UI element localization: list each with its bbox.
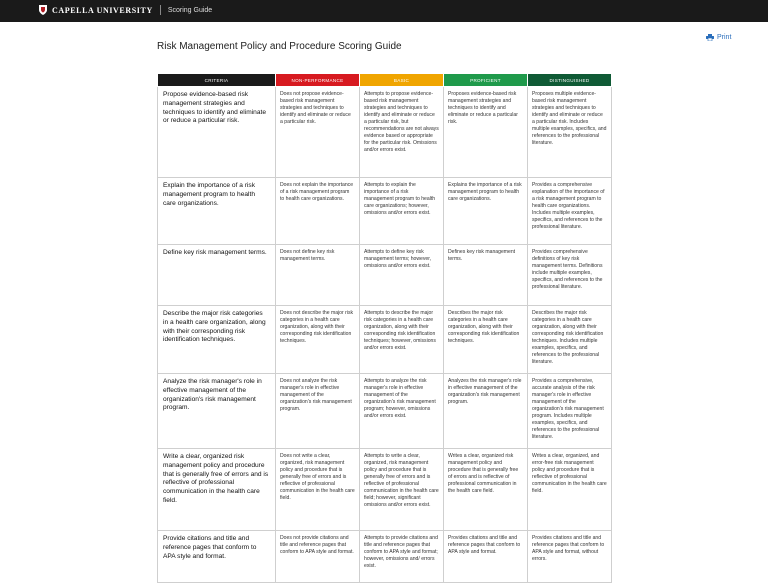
- table-row: [158, 245, 612, 306]
- university-logo[interactable]: [38, 4, 212, 16]
- header-divider: [160, 5, 161, 15]
- print-label: Print: [717, 34, 732, 41]
- criteria-cell: Analyze the risk manager's role in effective management of the organization's risk management program.: [158, 374, 276, 449]
- non-performance-cell: Does not describe the major risk categories in a health care organization, along with their corresponding risk identification techniques.: [276, 306, 360, 374]
- column-header-basic: BASIC: [360, 74, 444, 87]
- print-button[interactable]: [706, 34, 731, 41]
- distinguished-cell: Writes a clear, organized, and error-free risk management policy and procedure that is reflective of professional communication in the health care field.: [528, 449, 612, 531]
- non-performance-cell: Does not explain the importance of a risk management program to health care organizations.: [276, 178, 360, 245]
- non-performance-cell: Does not propose evidence-based risk management strategies and techniques to identify and eliminate or reduce a particular risk.: [276, 87, 360, 178]
- shield-icon: [38, 4, 48, 16]
- distinguished-cell: Provides a comprehensive, accurate analysis of the risk manager's role in effective management of the organization's risk management program. Includes multiple examples, specifics, and references to the professional literature.: [528, 374, 612, 449]
- column-header-non-performance: NON-PERFORMANCE: [276, 74, 360, 87]
- proficient-cell: Proposes evidence-based risk management strategies and techniques to identify and eliminate or reduce a particular risk.: [444, 87, 528, 178]
- distinguished-cell: Provides a comprehensive explanation of the importance of a risk management program to health care organizations. Includes multiple examples, specifics, and references to the professional literature.: [528, 178, 612, 245]
- proficient-cell: Provides citations and title and reference pages that conform to APA style and format.: [444, 531, 528, 583]
- table-row: [158, 449, 612, 531]
- criteria-cell: Explain the importance of a risk management program to health care organizations.: [158, 178, 276, 245]
- brand-name: CAPELLA UNIVERSITY: [52, 5, 153, 15]
- proficient-cell: Writes a clear, organized risk management policy and procedure that is generally free of errors and is reflective of professional communication in the health care field.: [444, 449, 528, 531]
- proficient-cell: Defines key risk management terms.: [444, 245, 528, 306]
- basic-cell: Attempts to explain the importance of a risk management program to health care organizations; however, omissions and/or errors exist.: [360, 178, 444, 245]
- column-header-distinguished: DISTINGUISHED: [528, 74, 612, 87]
- distinguished-cell: Proposes multiple evidence-based risk management strategies and techniques to identify and eliminate or reduce a particular risk. Includes multiple examples, specifics, and references to the professional literature.: [528, 87, 612, 178]
- table-row: [158, 531, 612, 583]
- criteria-cell: Describe the major risk categories in a health care organization, along with their corresponding risk identification techniques.: [158, 306, 276, 374]
- proficient-cell: Analyzes the risk manager's role in effective management of the organization's risk management program.: [444, 374, 528, 449]
- non-performance-cell: Does not write a clear, organized, risk management policy and procedure that is generally free of errors and is reflective of professional communication in the health care field.: [276, 449, 360, 531]
- basic-cell: Attempts to write a clear, organized, risk management policy and procedure that is generally free of errors and is reflective of professional communication in the health care field; however, significant omissions and/or errors exist.: [360, 449, 444, 531]
- printer-icon: [706, 34, 714, 41]
- table-row: [158, 374, 612, 449]
- non-performance-cell: Does not provide citations and title and reference pages that conform to APA style and format.: [276, 531, 360, 583]
- table-row: [158, 306, 612, 374]
- basic-cell: Attempts to provide citations and title and reference pages that conform to APA style and format; however, omissions and/ errors exist.: [360, 531, 444, 583]
- proficient-cell: Explains the importance of a risk management program to health care organizations.: [444, 178, 528, 245]
- criteria-cell: Write a clear, organized risk management policy and procedure that is generally free of errors and is reflective of professional communication in the health care field.: [158, 449, 276, 531]
- page-title: Risk Management Policy and Procedure Scoring Guide: [157, 41, 402, 52]
- scoring-guide-table: [157, 73, 612, 583]
- column-header-criteria: CRITERIA: [158, 74, 276, 87]
- top-bar: [0, 0, 768, 22]
- criteria-cell: Provide citations and title and reference pages that conform to APA style and format.: [158, 531, 276, 583]
- proficient-cell: Describes the major risk categories in a health care organization, along with their corresponding risk identification techniques.: [444, 306, 528, 374]
- distinguished-cell: Provides comprehensive definitions of key risk management terms. Definitions include multiple examples, specifics, and references to the professional literature.: [528, 245, 612, 306]
- table-header-row: [158, 74, 612, 87]
- distinguished-cell: Provides citations and title and reference pages that conform to APA style and format, without errors.: [528, 531, 612, 583]
- basic-cell: Attempts to analyze the risk manager's role in effective management of the organization's risk management program; however, omissions and/or errors exist.: [360, 374, 444, 449]
- basic-cell: Attempts to describe the major risk categories in a health care organization, along with their corresponding risk identification techniques; however, omissions and/or errors exist.: [360, 306, 444, 374]
- basic-cell: Attempts to define key risk management terms; however, omissions and/or errors exist.: [360, 245, 444, 306]
- distinguished-cell: Describes the major risk categories in a health care organization, along with their corresponding risk identification techniques. Includes multiple examples, specifics, and references to the professional literature.: [528, 306, 612, 374]
- section-label: Scoring Guide: [167, 6, 213, 14]
- criteria-cell: Define key risk management terms.: [158, 245, 276, 306]
- basic-cell: Attempts to propose evidence-based risk management strategies and techniques to identify and eliminate or reduce a particular risk, but recommendations are not always evidence based or appropriate for the particular risk. Omissions and/or errors exist.: [360, 87, 444, 178]
- column-header-proficient: PROFICIENT: [444, 74, 528, 87]
- non-performance-cell: Does not define key risk management terms.: [276, 245, 360, 306]
- table-row: [158, 178, 612, 245]
- table-row: [158, 87, 612, 178]
- criteria-cell: Propose evidence-based risk management strategies and techniques to identify and eliminate or reduce a particular risk.: [158, 87, 276, 178]
- non-performance-cell: Does not analyze the risk manager's role in effective management of the organization's risk management program.: [276, 374, 360, 449]
